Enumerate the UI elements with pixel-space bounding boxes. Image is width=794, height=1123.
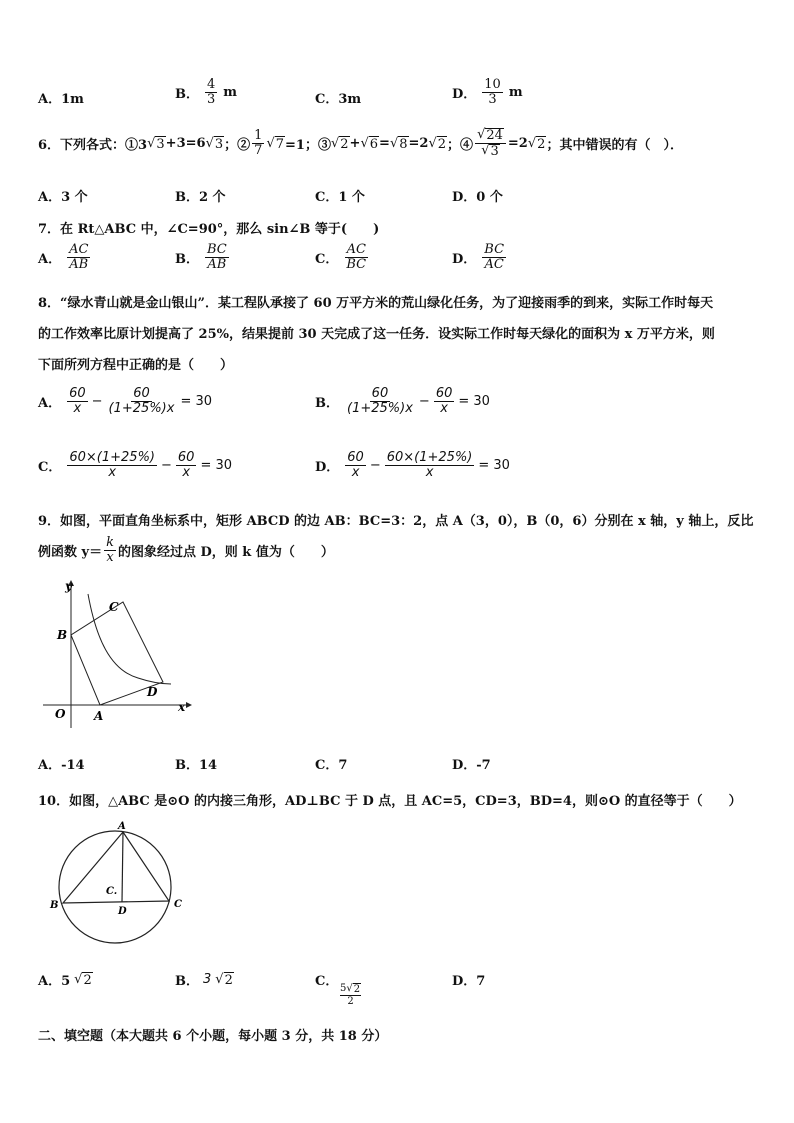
q9-k-num: k <box>106 535 114 550</box>
q8-num: 60 <box>371 386 389 401</box>
altitude-ad <box>122 832 123 902</box>
label-c: C <box>174 899 182 910</box>
q8-b-label: B． <box>315 396 339 412</box>
q10-c-coef: 5 <box>340 983 347 994</box>
q8-num: 60 <box>133 386 150 401</box>
q9-line-2 <box>38 536 334 566</box>
q5-option-b <box>175 78 237 108</box>
q8-d-frac2 <box>385 451 475 481</box>
q10-a-rad: 2 <box>83 972 92 988</box>
q8-eq30: = 30 <box>458 394 490 410</box>
q7-b-num: BC <box>207 242 227 257</box>
q8-den: x <box>73 401 82 417</box>
q6-part6: =2 <box>507 136 528 152</box>
q9-option-c: C．7 <box>315 758 348 773</box>
q6-sqrt-2a: √ 2 <box>330 135 349 152</box>
q6-sqrt-8: √ 8 <box>389 135 408 152</box>
q8-den: x <box>182 465 191 481</box>
q10-c-num <box>340 983 361 996</box>
q6-option-c: C．1 个 <box>315 190 365 205</box>
q10-c-fraction <box>340 983 361 1007</box>
q5-option-b-fraction <box>205 78 217 108</box>
q9-option-b: B．14 <box>175 758 218 773</box>
q8-minus: − <box>418 394 430 410</box>
label-b: B <box>57 628 68 642</box>
q7-a-den: AB <box>69 257 89 273</box>
q10-a-label: A．5 <box>38 974 71 989</box>
q7-a-frac <box>67 243 90 273</box>
q8-den: (1+25%)x <box>347 401 413 417</box>
q6-rad: 7 <box>275 136 285 152</box>
q8-den: x <box>108 465 117 481</box>
q5-d-den: 3 <box>488 92 497 108</box>
q7-c-label: C． <box>315 252 339 268</box>
q10-c-den: 2 <box>347 996 354 1007</box>
q6-part2: =1；③ <box>285 138 331 154</box>
x-axis-arrow <box>186 702 192 708</box>
q5-option-c <box>315 88 361 107</box>
q5-option-a-text: A．1m <box>38 92 84 107</box>
q6-sqrt-24: √ 24 <box>477 127 503 143</box>
q6-sqrt-3b: √ 3 <box>205 135 224 152</box>
q8-a-label: A． <box>38 396 62 412</box>
q6-rad: 2 <box>340 136 349 152</box>
q8-b-frac2 <box>434 387 455 417</box>
q10-b-label: B． <box>175 974 199 989</box>
q7-a-label: A． <box>38 252 62 268</box>
q8-minus: − <box>91 394 103 410</box>
q6-rad: 24 <box>486 128 503 143</box>
q6-option-a: A．3 个 <box>38 190 88 205</box>
q8-line-1: 8．“绿水青山就是金山银山”．某工程队承接了 60 万平方米的荒山绿化任务，为了迎接雨季的到来，实际工作时每天 <box>38 296 714 311</box>
q7-c-frac <box>344 243 368 273</box>
q10-circle-figure <box>46 818 196 953</box>
q8-eq30: = 30 <box>478 458 510 474</box>
q8-option-b <box>315 387 490 417</box>
q8-c-frac2 <box>176 451 197 481</box>
q8-den: (1+25%)x <box>108 401 175 417</box>
q8-c-label: C． <box>38 460 62 476</box>
q8-d-label: D． <box>315 460 340 476</box>
q8-d-equation <box>343 451 510 481</box>
q7-b-frac <box>205 243 229 273</box>
q8-d-frac1 <box>345 451 366 481</box>
q5-b-unit: m <box>223 85 238 101</box>
q5-option-a <box>38 88 84 107</box>
q8-b-equation <box>343 387 490 417</box>
q6-rad: 3 <box>490 144 499 160</box>
q8-line-3: 下面所列方程中正确的是（ ） <box>38 358 234 373</box>
q6-sqrt-2b: √ 2 <box>428 135 447 152</box>
q9-line-2b: 的图象经过点 D，则 k 值为（ ） <box>117 545 334 561</box>
q8-den: x <box>351 465 360 481</box>
q5-option-d <box>452 78 523 108</box>
label-d: D <box>118 906 127 917</box>
q7-option-b <box>175 243 231 273</box>
q7-a-num: AC <box>69 242 89 257</box>
q6-stem <box>38 128 683 160</box>
q8-num: 60 <box>69 386 86 401</box>
q8-eq30: = 30 <box>200 458 233 474</box>
label-x: x <box>178 700 186 714</box>
q5-option-d-label: D． <box>452 87 477 103</box>
q5-b-num: 4 <box>207 77 216 92</box>
q6-rad: 3 <box>156 136 165 152</box>
q6-sep1: ；② <box>224 138 251 154</box>
q10-c-label: C． <box>315 974 339 989</box>
label-c: C <box>109 600 119 614</box>
q10-c-sqrt: √ 2 <box>346 983 361 995</box>
q5-option-d-fraction <box>482 78 503 108</box>
q10-a-sqrt: √ 2 <box>74 971 92 988</box>
q7-d-den: AC <box>484 257 504 273</box>
q6-rad: 2 <box>537 136 546 152</box>
q6-f-den: 7 <box>254 143 263 159</box>
q6-prefix: 6．下列各式：①3 <box>38 138 148 154</box>
label-y: y <box>65 579 72 593</box>
q8-option-a <box>38 387 212 417</box>
label-center: C. <box>106 886 118 897</box>
q7-b-label: B． <box>175 252 199 268</box>
label-o: O <box>55 707 66 721</box>
q6-sqrt-3c: √ 3 <box>481 143 499 160</box>
q5-d-num: 10 <box>484 77 501 92</box>
q8-num: 60 <box>177 450 195 465</box>
q9-line-1: 9．如图，平面直角坐标系中，矩形 ABCD 的边 AB：BC=3：2，点 A（3，0），B（0，6）分别在 x 轴，y 轴上，反比 <box>38 514 754 529</box>
q6-fraction-sqrt <box>475 128 506 160</box>
q8-eq30: = 30 <box>180 394 213 410</box>
q6-sqrt-7: √ 7 <box>266 135 285 152</box>
q6-option-b: B．2 个 <box>175 190 226 205</box>
q6-option-d: D．0 个 <box>452 190 503 205</box>
q6-f-num: 1 <box>254 128 263 143</box>
q7-option-a <box>38 243 92 273</box>
q8-option-c <box>38 451 232 481</box>
section-2-heading: 二、填空题（本大题共 6 个小题，每小题 3 分，共 18 分） <box>38 1029 388 1044</box>
q7-c-den: BC <box>346 257 367 273</box>
q7-c-num: AC <box>346 242 366 257</box>
q10-b-rad: 2 <box>224 972 233 988</box>
q5-option-c-text: C．3m <box>315 92 362 107</box>
q6-part4: = <box>379 136 390 152</box>
q10-b-sqrt: √ 2 <box>215 971 233 988</box>
q7-d-frac <box>482 243 506 273</box>
q6-sqrt-6: √ 6 <box>360 135 379 152</box>
label-b: B <box>50 900 59 911</box>
q10-option-b <box>175 970 234 989</box>
q8-a-equation <box>65 387 212 417</box>
q6-fraction-1-7 <box>252 129 264 159</box>
q6-part1: +3=6 <box>165 136 206 152</box>
q6-part3: + <box>349 136 361 152</box>
q6-frac-num <box>475 128 506 144</box>
q10-stem: 10．如图，△ABC 是⊙O 的内接三角形，AD⊥BC 于 D 点，且 AC=5，CD=3，BD=4，则⊙O 的直径等于（ ） <box>38 794 742 809</box>
q8-den: x <box>425 465 434 481</box>
q8-c-equation <box>65 451 232 481</box>
q9-coordinate-figure <box>38 578 198 733</box>
q6-rad: 3 <box>214 136 224 152</box>
q5-option-b-label: B． <box>175 87 199 103</box>
q8-den: x <box>440 401 448 417</box>
q10-b-coef: 3 <box>203 972 212 987</box>
q9-k-den: x <box>106 550 114 566</box>
q6-sqrt-2c: √ 2 <box>527 135 546 152</box>
q6-rad: 8 <box>399 136 408 152</box>
q10-option-d: D．7 <box>452 974 486 989</box>
q8-minus: − <box>369 458 381 474</box>
q8-option-d <box>315 451 510 481</box>
q9-line-2a: 例函数 y＝ <box>38 545 103 561</box>
q6-rad: 6 <box>369 136 379 152</box>
q8-a-frac2 <box>107 387 177 417</box>
q9-k-frac <box>104 536 116 566</box>
q6-sqrt-3a: √ 3 <box>147 135 165 152</box>
q8-num: 60×(1+25%) <box>386 450 473 465</box>
label-a: A <box>94 709 104 723</box>
q8-num: 60 <box>435 386 453 401</box>
q9-option-d: D．-7 <box>452 758 491 773</box>
q8-b-frac1 <box>345 387 415 417</box>
label-d: D <box>147 685 158 699</box>
q7-d-label: D． <box>452 252 477 268</box>
q6-rad: 2 <box>437 136 447 152</box>
q7-d-num: BC <box>484 242 505 257</box>
q6-sep3: ；④ <box>447 138 474 154</box>
q10-option-a <box>38 970 93 989</box>
q7-b-den: AB <box>207 257 227 273</box>
q8-num: 60×(1+25%) <box>69 450 155 465</box>
q8-a-frac1 <box>67 387 88 417</box>
q7-option-c <box>315 243 370 273</box>
q9-option-a: A．-14 <box>38 758 85 773</box>
hyperbola-curve <box>88 594 171 684</box>
q8-minus: − <box>161 458 172 474</box>
q5-d-unit: m <box>508 85 523 101</box>
q8-c-frac1 <box>67 451 157 481</box>
q8-line-2: 的工作效率比原计划提高了 25%，结果提前 30 天完成了这一任务．设实际工作时每天绿化的面积为 x 万平方米，则 <box>38 327 715 342</box>
q6-frac-den <box>479 144 502 159</box>
q5-b-den: 3 <box>207 92 216 108</box>
q7-option-d <box>452 243 508 273</box>
q6-suffix: ；其中错误的有（ ）． <box>546 138 683 154</box>
q7-stem: 7．在 Rt△ABC 中，∠C=90°，那么 sin∠B 等于( ) <box>38 222 380 237</box>
q8-num: 60 <box>347 450 364 465</box>
label-a: A <box>118 821 126 832</box>
q6-part5: =2 <box>408 136 429 152</box>
q10-c-rad: 2 <box>353 984 361 995</box>
q10-option-c <box>315 970 338 989</box>
